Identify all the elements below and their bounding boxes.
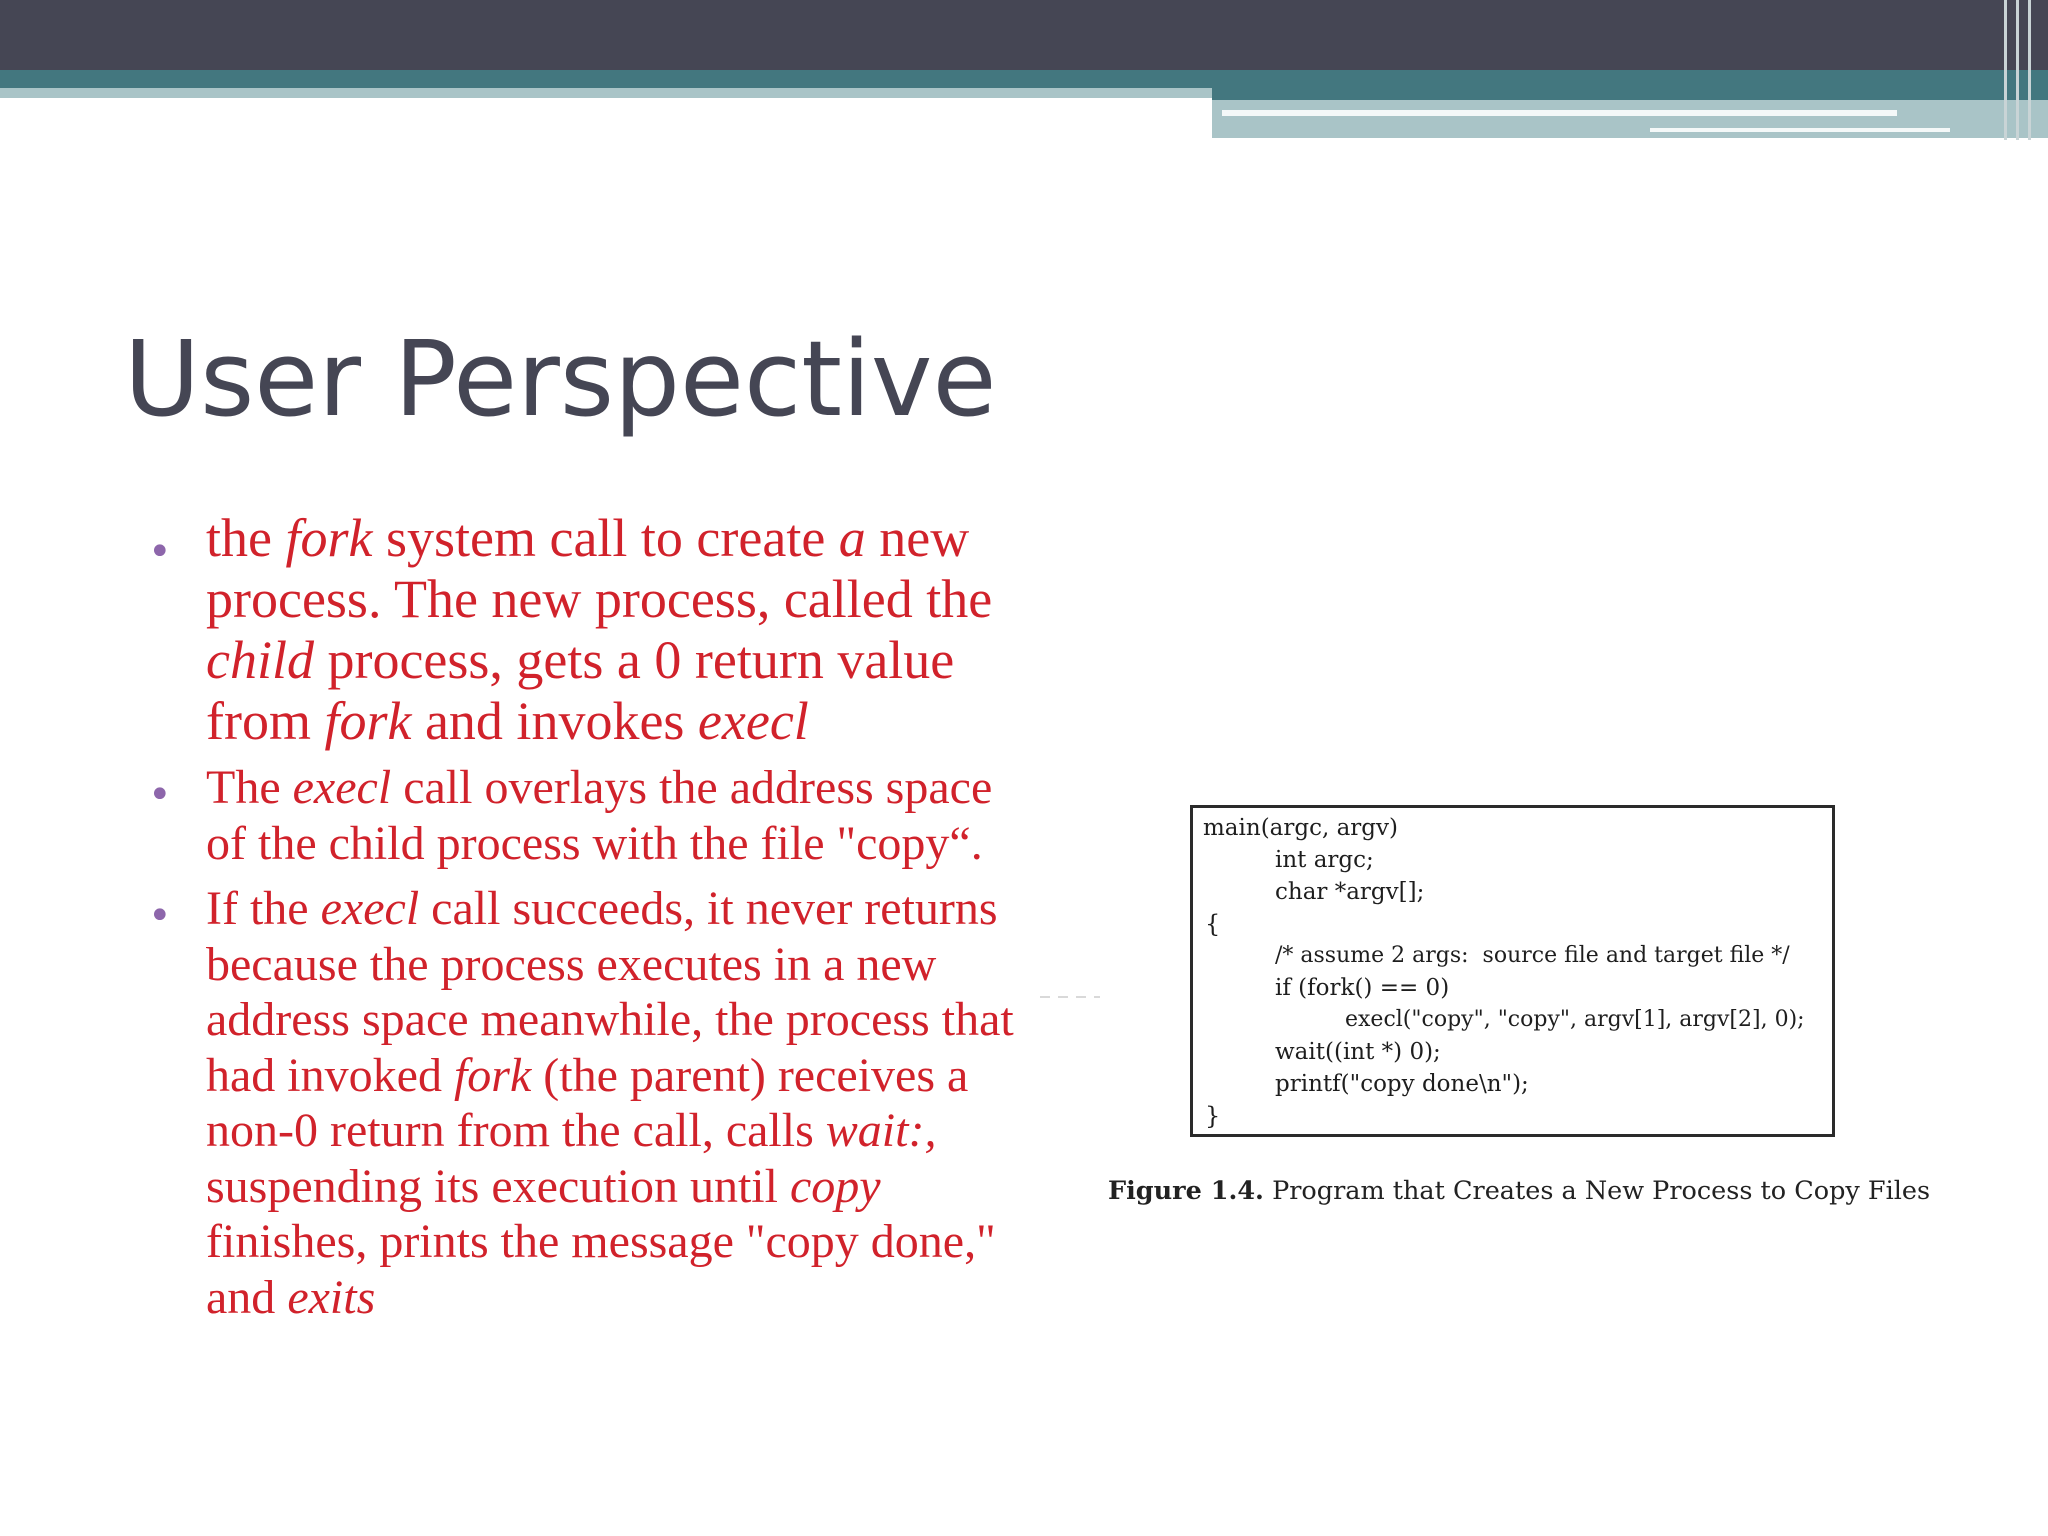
bullet-text: If the execl call succeeds, it never returns because the process executes in a new address space meanwhile, the process that had invoked fork (the parent) receives a non-0 return from the call, calls wait:, suspending its execution until copy finishes, prints the message "copy done," and exits [206,882,1014,1324]
code-figure [1190,805,1835,1137]
code-line-printf: printf("copy done\n"); [1275,1071,1529,1097]
bullet-marker-icon: • [148,529,172,575]
code-line-execl: execl("copy", "copy", argv[1], argv[2], 0); [1345,1007,1805,1032]
header-stripe [1222,110,1897,116]
header-stripe-2 [1650,128,1950,132]
bullet-list [140,508,1020,1325]
code-open-brace: { [1205,910,1221,938]
header-bar [0,0,2048,70]
code-line-comment: /* assume 2 args: source file and target file */ [1275,943,1790,968]
code-line-main: main(argc, argv) [1203,815,1398,841]
header-pale-band-right [1212,100,2048,138]
bullet-item-2 [140,760,1020,871]
code-line-if-fork: if (fork() == 0) [1275,975,1450,1001]
bullet-item-3 [140,881,1020,1325]
bullet-item-1 [140,508,1020,752]
figure-caption-text: Program that Creates a New Process to Copy Files [1272,1176,1931,1206]
figure-caption-number: Figure 1.4. [1108,1176,1264,1206]
bullet-text: the fork system call to create a new process. The new process, called the child process, gets a 0 return value from fork and invokes execl [206,508,993,751]
code-line-argv: char *argv[]; [1275,879,1425,905]
header-pale-line [0,88,1212,98]
bullet-marker-icon: • [148,772,172,818]
code-line-wait: wait((int *) 0); [1275,1039,1441,1065]
bullet-marker-icon: • [148,893,172,939]
slide-title: User Perspective [124,318,997,440]
figure-caption [1108,1176,1930,1206]
code-close-brace: } [1205,1102,1221,1130]
scan-artifact [1040,996,1100,998]
header-edge-lines [1996,0,2048,140]
header-accent-band [0,70,1212,88]
code-line-argc: int argc; [1275,847,1374,873]
bullet-text: The execl call overlays the address space of the child process with the file "copy“. [206,761,993,870]
header-accent-band-right [1212,70,2048,100]
